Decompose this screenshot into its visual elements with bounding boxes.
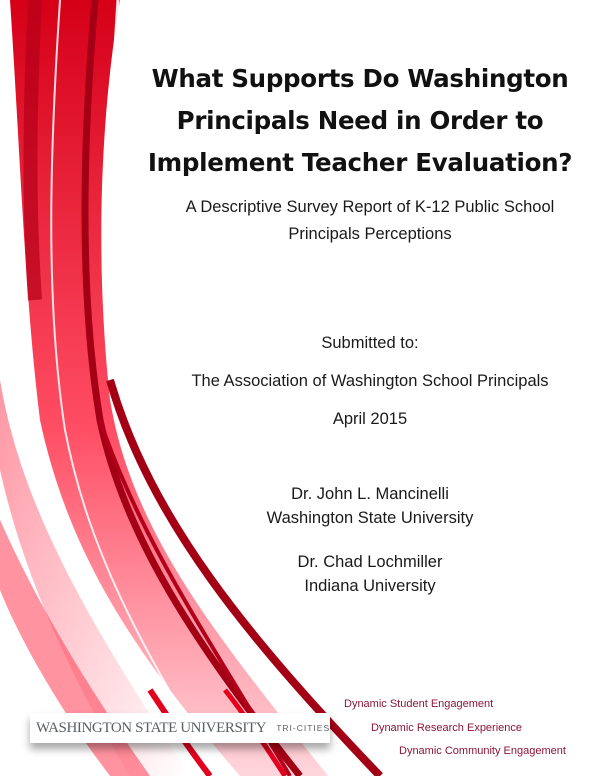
report-date: April 2015	[332, 410, 408, 428]
wsu-tri-cities-logo	[30, 713, 330, 743]
university-name: WASHINGTON STATE UNIVERSITY	[36, 719, 267, 736]
author-name: Dr. Chad Lochmiller	[297, 553, 443, 571]
campus-name: TRI-CITIES	[276, 723, 331, 733]
author-affiliation: Washington State University	[266, 509, 474, 527]
tagline-community-engagement: Dynamic Community Engagement	[399, 745, 566, 757]
author-block	[240, 550, 500, 598]
title-line: Implement Teacher Evaluation?	[147, 148, 573, 177]
submitted-label: Submitted to:	[321, 334, 419, 352]
subtitle-line: Principals Perceptions	[288, 225, 452, 243]
recipient-organization: The Association of Washington School Principals	[191, 372, 549, 390]
title-line: Principals Need in Order to	[176, 106, 544, 135]
title-line: What Supports Do Washington	[151, 64, 569, 93]
tagline-student-engagement: Dynamic Student Engagement	[344, 698, 494, 710]
subtitle-line: A Descriptive Survey Report of K-12 Public School	[185, 198, 555, 216]
report-title	[120, 58, 600, 184]
author-affiliation: Indiana University	[304, 577, 436, 595]
tagline-research-experience: Dynamic Research Experience	[371, 722, 523, 734]
author-name: Dr. John L. Mancinelli	[291, 485, 449, 503]
author-block	[240, 482, 500, 530]
report-subtitle	[140, 194, 600, 248]
